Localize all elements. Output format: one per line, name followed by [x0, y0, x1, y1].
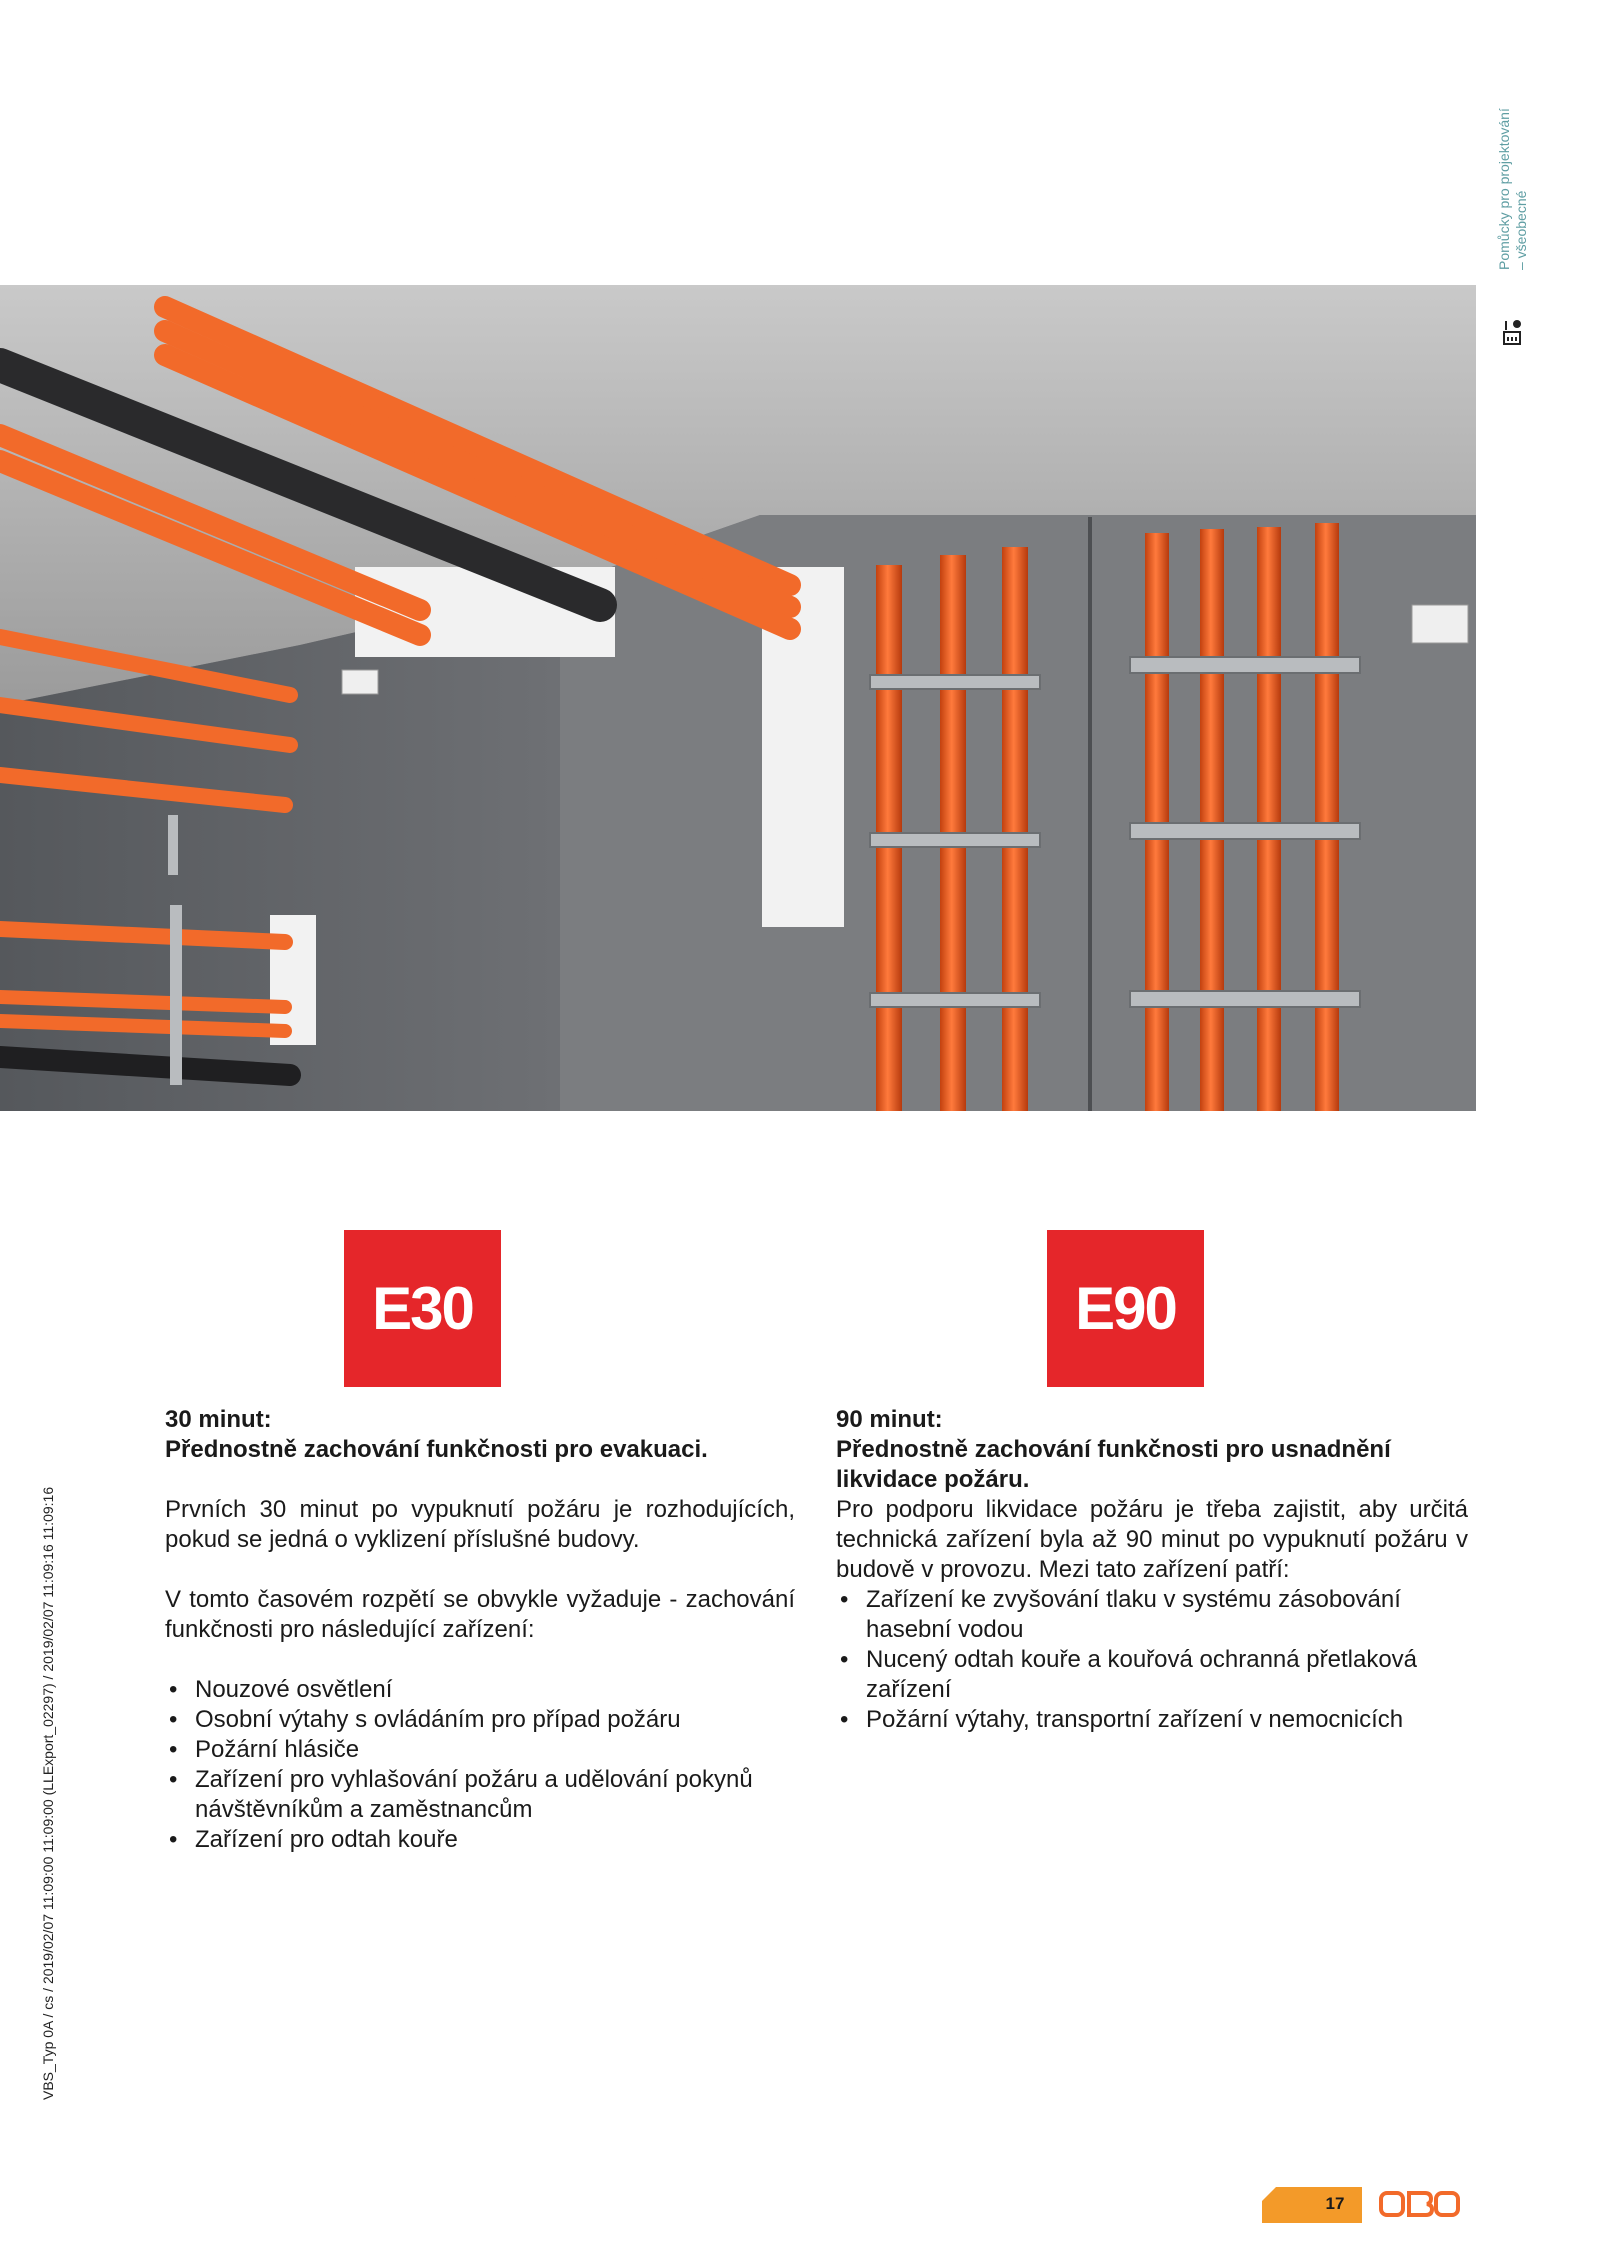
print-metadata — [38, 1420, 68, 2100]
list-item: • Zařízení pro vyhlašování požáru a udělování pokynů návštěvníkům a zaměstnancům — [165, 1765, 795, 1825]
right-column — [836, 1405, 1468, 1735]
left-list — [165, 1675, 795, 1855]
list-item: • Zařízení pro odtah kouře — [165, 1825, 795, 1855]
right-heading-priority: Přednostně zachování funkčnosti pro usnadnění likvidace požáru. — [836, 1436, 1391, 1493]
left-paragraph-1: Prvních 30 minut po vypuknutí požáru je rozhodujících, pokud se jedná o vyklizení příslušné budovy. — [165, 1496, 795, 1553]
print-metadata-text: VBS_Typ 0A / cs / 2019/02/07 11:09:00 11:09:00 (LLExport_02297) / 2019/02/07 11:09:16 11:09:16 — [40, 1486, 56, 2100]
section-label — [1496, 70, 1529, 270]
e90-badge: E90 — [1047, 1230, 1204, 1387]
list-item: • Požární výtahy, transportní zařízení v nemocnicích — [836, 1705, 1468, 1735]
right-heading-duration: 90 minut: — [836, 1406, 943, 1433]
right-paragraph-1: Pro podporu likvidace požáru je třeba zajistit, aby určitá technická zařízení byla až 90 minut po vypuknutí požáru v budově v provozu. Mezi tato zařízení patří: — [836, 1496, 1468, 1583]
section-label-line2: – všeobecné — [1513, 190, 1529, 270]
obo-logo — [1378, 2188, 1460, 2220]
section-label-line1: Pomůcky pro projektování — [1496, 108, 1512, 270]
e30-badge: E30 — [344, 1230, 501, 1387]
list-item: • Zařízení ke zvyšování tlaku v systému zásobování hasební vodou — [836, 1585, 1468, 1645]
list-item: • Osobní výtahy s ovládáním pro případ požáru — [165, 1705, 795, 1735]
list-item: • Požární hlásiče — [165, 1735, 795, 1765]
tools-icon — [1502, 318, 1524, 346]
left-paragraph-2: V tomto časovém rozpětí se obvykle vyžaduje - zachování funkčnosti pro následující zařízení: — [165, 1586, 795, 1643]
right-list — [836, 1585, 1468, 1735]
left-heading-duration: 30 minut: — [165, 1406, 272, 1433]
left-heading-priority: Přednostně zachování funkčnosti pro evakuaci. — [165, 1436, 708, 1463]
building-installation-photo — [0, 285, 1476, 1111]
page-number: 17 — [1325, 2194, 1345, 2213]
list-item: • Nouzové osvětlení — [165, 1675, 795, 1705]
left-column — [165, 1405, 795, 1855]
list-item: • Nucený odtah kouře a kouřová ochranná přetlaková zařízení — [836, 1645, 1468, 1705]
